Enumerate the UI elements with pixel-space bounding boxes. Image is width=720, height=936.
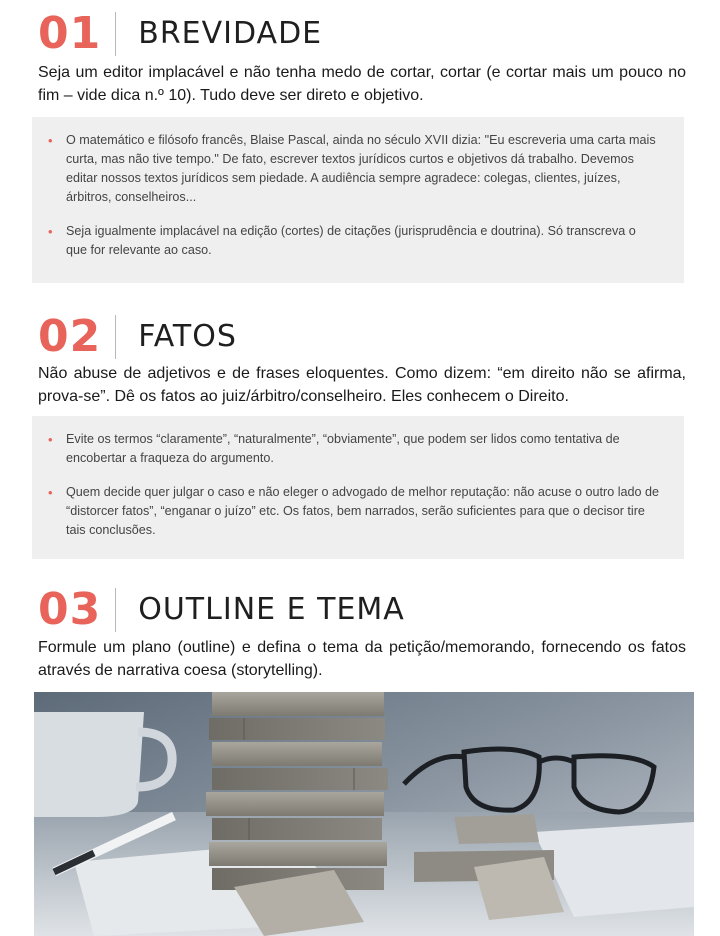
heading-divider bbox=[115, 12, 116, 56]
section-03-heading bbox=[38, 584, 405, 635]
section-02-heading bbox=[38, 311, 237, 362]
section-title: FATOS bbox=[138, 319, 237, 354]
wooden-blocks-photo bbox=[34, 692, 694, 936]
heading-divider bbox=[115, 588, 116, 632]
section-01-heading bbox=[38, 8, 323, 59]
section-intro: Não abuse de adjetivos e de frases eloquentes. Como dizem: “em direito não se afirma, prova-se”. Dê os fatos ao juiz/árbitro/conselheiro. Eles conhecem o Direito. bbox=[38, 365, 686, 405]
section-intro: Seja um editor implacável e não tenha medo de cortar, cortar (e cortar mais um pouco no fim – vide dica n.º 10). Tudo deve ser direto e objetivo. bbox=[38, 64, 686, 104]
tip-item bbox=[48, 222, 660, 260]
section-title: OUTLINE E TEMA bbox=[138, 592, 405, 627]
bullet-icon: • bbox=[48, 224, 53, 239]
tips-box bbox=[32, 117, 684, 283]
bullet-icon: • bbox=[48, 485, 53, 500]
tip-item bbox=[48, 430, 660, 468]
section-intro: Formule um plano (outline) e defina o tema da petição/memorando, fornecendo os fatos através de narrativa coesa (storytelling). bbox=[38, 639, 686, 679]
section-number: 02 bbox=[38, 311, 102, 362]
tip-item bbox=[48, 131, 660, 207]
section-title: BREVIDADE bbox=[138, 16, 323, 51]
tip-text: Quem decide quer julgar o caso e não eleger o advogado de melhor reputação: não acuse o outro lado de “distorcer fatos”, “enganar o juízo” etc. Os fatos, bem narrados, serão suficientes para que o decisor tire tais conclusões. bbox=[66, 485, 660, 537]
section-number: 01 bbox=[38, 8, 102, 59]
tips-box bbox=[32, 416, 684, 559]
bullet-icon: • bbox=[48, 432, 53, 447]
heading-divider bbox=[115, 315, 116, 359]
section-number: 03 bbox=[38, 584, 102, 635]
tip-item bbox=[48, 483, 660, 540]
bullet-icon: • bbox=[48, 133, 53, 148]
tip-text: Evite os termos “claramente”, “naturalmente”, “obviamente”, que podem ser lidos como tentativa de encobertar a fraqueza do argumento. bbox=[66, 432, 620, 465]
tip-text: Seja igualmente implacável na edição (cortes) de citações (jurisprudência e doutrina). Só transcreva o que for relevante ao caso. bbox=[66, 224, 636, 257]
tip-text: O matemático e filósofo francês, Blaise Pascal, ainda no século XVII dizia: "Eu escreveria uma carta mais curta, mas não tive tempo." De fato, escrever textos jurídicos curtos e objetivos dá trabalho. Devemos editar nossos textos jurídicos sem piedade. A audiência sempre agradece: colegas, clientes, juízes, árbitros, conselheiros... bbox=[66, 133, 656, 204]
